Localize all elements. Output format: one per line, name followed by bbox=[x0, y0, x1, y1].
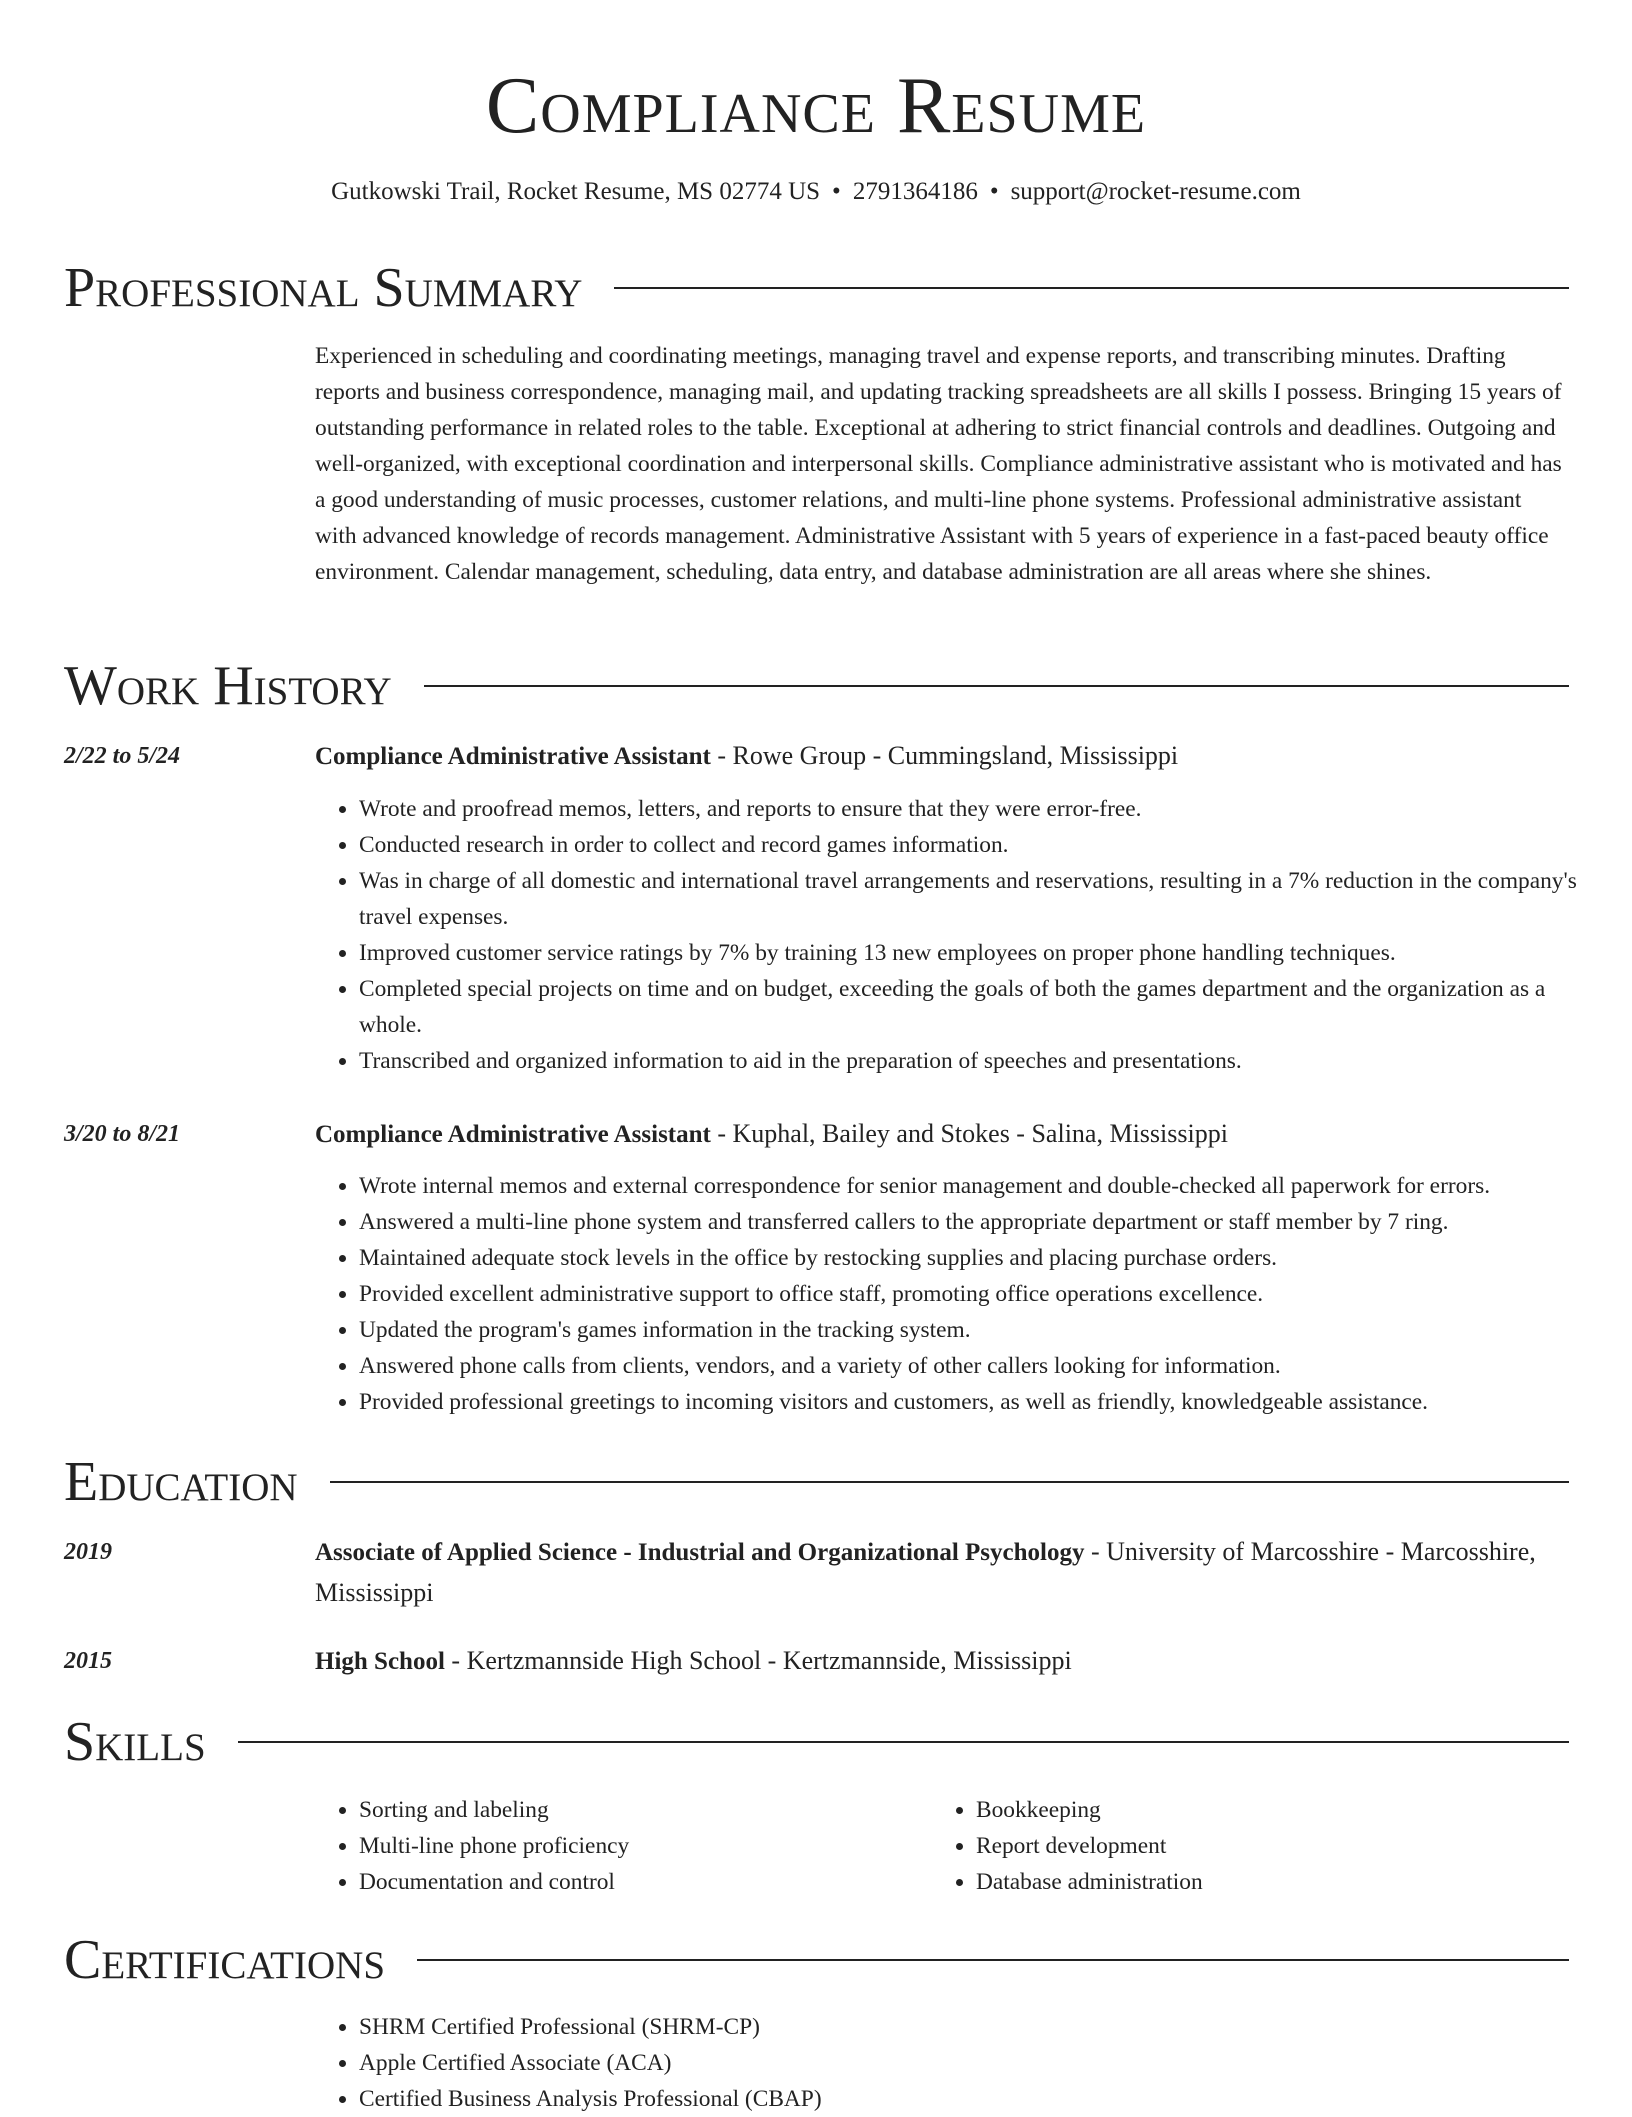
job-details: - Kuphal, Bailey and Stokes - Salina, Mississippi bbox=[710, 1119, 1228, 1148]
list-item: • Conducted research in order to collect and record games information. bbox=[359, 827, 1611, 863]
list-item: • Improved customer service ratings by 7% by training 13 new employees on proper phone handling techniques. bbox=[359, 935, 1611, 971]
section-heading-summary bbox=[64, 256, 1569, 320]
job-dates: 2/22 to 5/24 bbox=[64, 743, 181, 769]
list-item: • Certified Business Analysis Professional (CBAP) bbox=[359, 2081, 1611, 2117]
section-title: Certifications bbox=[64, 1929, 386, 1991]
list-item: • Wrote internal memos and external correspondence for senior management and double-checked all paperwork for errors. bbox=[359, 1168, 1611, 1204]
list-item: • Sorting and labeling bbox=[359, 1792, 919, 1828]
section-title: Education bbox=[64, 1451, 298, 1513]
list-item: • Report development bbox=[976, 1828, 1536, 1864]
section-divider bbox=[614, 287, 1569, 289]
contact-separator: • bbox=[832, 178, 841, 205]
list-item: • Bookkeeping bbox=[976, 1792, 1536, 1828]
section-title: Professional Summary bbox=[64, 257, 583, 319]
section-heading-work bbox=[64, 654, 1569, 718]
section-divider bbox=[330, 1481, 1569, 1483]
contact-line bbox=[0, 176, 1632, 208]
skills-list-right bbox=[932, 1792, 1536, 1900]
contact-email: support@rocket-resume.com bbox=[1010, 178, 1301, 205]
list-item: • Database administration bbox=[976, 1864, 1536, 1900]
education-year: 2019 bbox=[64, 1539, 112, 1565]
list-item: • Was in charge of all domestic and international travel arrangements and reservations, resulting in a 7% reduction in the company's travel expenses. bbox=[359, 863, 1611, 935]
job-bullets bbox=[315, 1168, 1611, 1420]
job-bullets bbox=[315, 791, 1611, 1079]
section-title: Work History bbox=[64, 655, 392, 717]
summary-text: Experienced in scheduling and coordinating meetings, managing travel and expense reports, and transcribing minutes. Drafting reports and business correspondence, managing mail, and updating tracking spreadsheets are all skills I possess. Bringing 15 years of outstanding performance in related roles to the table. Exceptional at adhering to strict financial controls and deadlines. Outgoing and well-organized, with exceptional coordination and interpersonal skills. Compliance administrative assistant who is motivated and has a good understanding of music processes, customer relations, and multi-line phone systems. Professional administrative assistant with advanced knowledge of records management. Administrative Assistant with 5 years of experience in a fast-paced beauty office environment. Calendar management, scheduling, data entry, and database administration are all areas where she shines. bbox=[315, 343, 1562, 585]
job-heading bbox=[315, 1114, 1567, 1155]
job-heading bbox=[315, 736, 1567, 777]
skills-list-left bbox=[315, 1792, 919, 1900]
section-title: Skills bbox=[64, 1711, 206, 1773]
list-item: • Answered a multi-line phone system and transferred callers to the appropriate department or staff member by 7 ring. bbox=[359, 1204, 1611, 1240]
section-heading-skills bbox=[64, 1710, 1569, 1774]
list-item: • Answered phone calls from clients, vendors, and a variety of other callers looking for information. bbox=[359, 1348, 1611, 1384]
job-details: - Rowe Group - Cummingsland, Mississippi bbox=[710, 741, 1179, 770]
education-heading bbox=[315, 1641, 1567, 1682]
list-item: • Transcribed and organized information to aid in the preparation of speeches and presentations. bbox=[359, 1043, 1611, 1079]
certifications-list bbox=[315, 2009, 1611, 2117]
list-item: • Apple Certified Associate (ACA) bbox=[359, 2045, 1611, 2081]
education-degree: Associate of Applied Science - Industrial and Organizational Psychology bbox=[315, 1539, 1085, 1566]
section-heading-education bbox=[64, 1450, 1569, 1514]
education-details: - University of Marcosshire - Marcosshire, Mississippi bbox=[315, 1537, 1536, 1607]
list-item: • Documentation and control bbox=[359, 1864, 919, 1900]
section-divider bbox=[417, 1959, 1569, 1961]
contact-separator: • bbox=[989, 178, 999, 205]
list-item: • Provided excellent administrative support to office staff, promoting office operations excellence. bbox=[359, 1276, 1611, 1312]
list-item: • Wrote and proofread memos, letters, and reports to ensure that they were error-free. bbox=[359, 791, 1611, 827]
list-item: • Multi-line phone proficiency bbox=[359, 1828, 919, 1864]
list-item: • Maintained adequate stock levels in the office by restocking supplies and placing purchase orders. bbox=[359, 1240, 1611, 1276]
contact-phone: 2791364186 bbox=[852, 178, 978, 205]
section-divider bbox=[424, 685, 1569, 687]
list-item: • Provided professional greetings to incoming visitors and customers, as well as friendly, knowledgeable assistance. bbox=[359, 1384, 1611, 1420]
contact-address: Gutkowski Trail, Rocket Resume, MS 02774 US bbox=[331, 178, 821, 205]
job-title: Compliance Administrative Assistant bbox=[315, 1121, 711, 1148]
section-divider bbox=[238, 1741, 1569, 1743]
list-item: • Completed special projects on time and on budget, exceeding the goals of both the games department and the organization as a whole. bbox=[359, 971, 1611, 1043]
section-heading-certifications bbox=[64, 1928, 1569, 1992]
list-item: • SHRM Certified Professional (SHRM-CP) bbox=[359, 2009, 1611, 2045]
education-degree: High School bbox=[315, 1648, 445, 1675]
job-title: Compliance Administrative Assistant bbox=[315, 743, 711, 770]
job-dates: 3/20 to 8/21 bbox=[64, 1121, 181, 1147]
list-item: • Updated the program's games information in the tracking system. bbox=[359, 1312, 1611, 1348]
education-details: - Kertzmannside High School - Kertzmannside, Mississippi bbox=[444, 1646, 1072, 1675]
education-year: 2015 bbox=[64, 1648, 112, 1674]
education-heading bbox=[315, 1532, 1567, 1613]
resume-title: Compliance Resume bbox=[485, 62, 1147, 150]
